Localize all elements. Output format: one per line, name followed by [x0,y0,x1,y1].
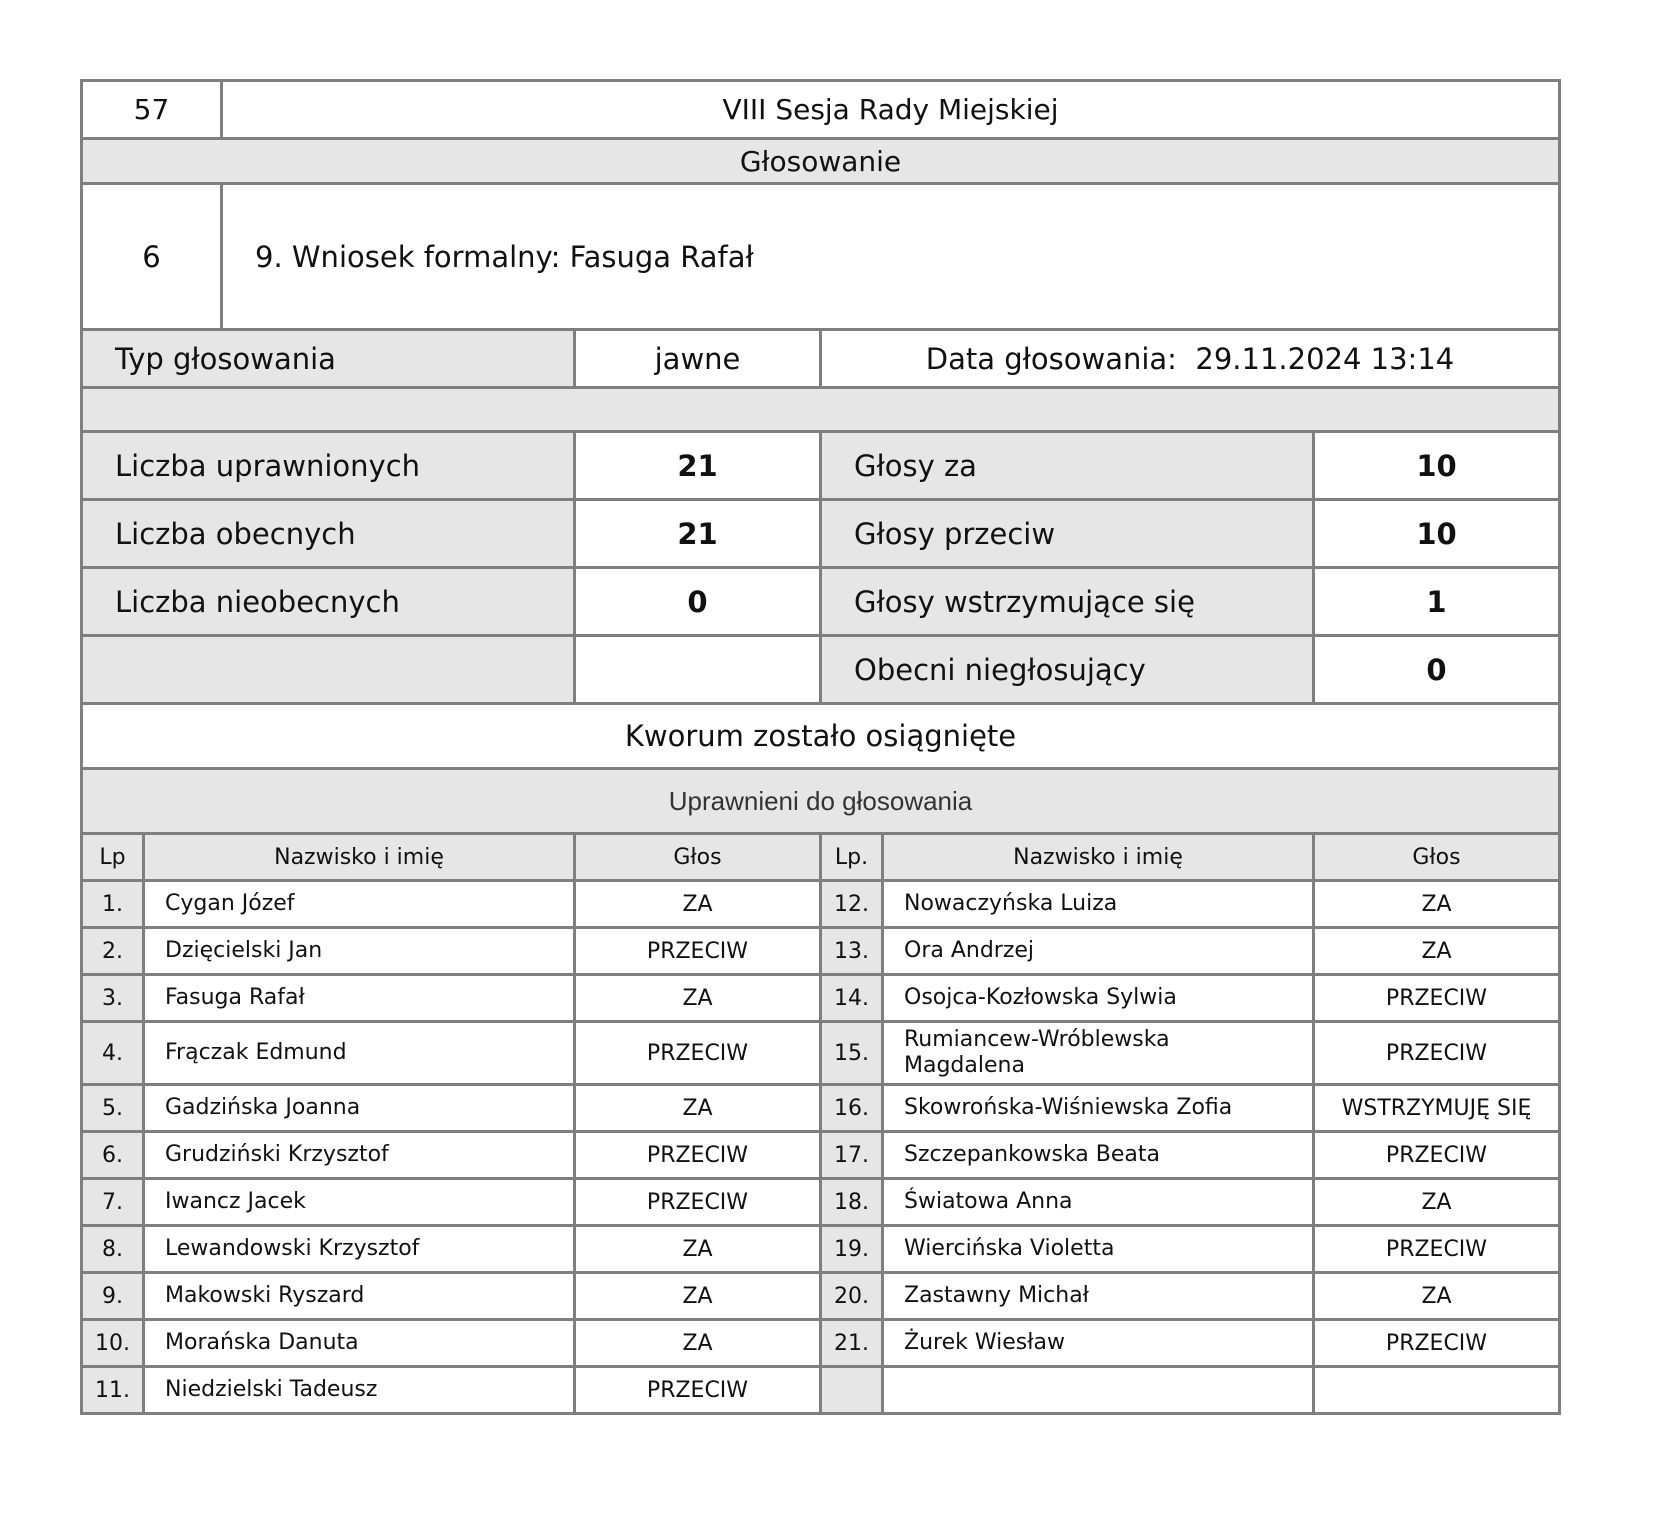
voting-type-label: Typ głosowania [82,330,575,388]
member-name: Frączak Edmund [144,1022,575,1085]
member-name: Fasuga Rafał [144,975,575,1022]
item-title: 9. Wniosek formalny: Fasuga Rafał [222,184,1560,330]
member-vote: ZA [575,975,821,1022]
member-name: Nowaczyńska Luiza [883,881,1314,928]
member-vote: PRZECIW [575,1367,821,1414]
row-number: 12. [821,881,883,928]
row-number [821,1367,883,1414]
row-number: 20. [821,1273,883,1320]
col-lp-left: Lp [82,834,144,881]
member-vote: PRZECIW [575,1132,821,1179]
table-row [82,1179,1560,1226]
row-number: 2. [82,928,144,975]
member-name [883,1367,1314,1414]
table-row [82,1022,1560,1085]
votes-for-label: Głosy za [821,432,1314,500]
member-name: Lewandowski Krzysztof [144,1226,575,1273]
table-row [82,1226,1560,1273]
member-vote: PRZECIW [575,1179,821,1226]
row-number: 1. [82,881,144,928]
member-name: Osojca-Kozłowska Sylwia [883,975,1314,1022]
member-vote: WSTRZYMUJĘ SIĘ [1314,1085,1560,1132]
member-name: Wiercińska Violetta [883,1226,1314,1273]
member-name: Gadzińska Joanna [144,1085,575,1132]
row-number: 4. [82,1022,144,1085]
member-vote: ZA [1314,1179,1560,1226]
member-name: Skowrońska-Wiśniewska Zofia [883,1085,1314,1132]
spacer-row [82,388,1560,432]
member-vote: PRZECIW [1314,975,1560,1022]
row-number: 11. [82,1367,144,1414]
col-vote-right: Głos [1314,834,1560,881]
voting-info-table [80,328,1561,835]
member-vote: ZA [575,881,821,928]
row-number: 7. [82,1179,144,1226]
member-name: Zastawny Michał [883,1273,1314,1320]
table-row [82,881,1560,928]
member-vote [1314,1367,1560,1414]
member-name: Dzięcielski Jan [144,928,575,975]
member-name: Szczepankowska Beata [883,1132,1314,1179]
votes-against-label: Głosy przeciw [821,500,1314,568]
member-vote: ZA [1314,881,1560,928]
member-name: Makowski Ryszard [144,1273,575,1320]
row-number: 9. [82,1273,144,1320]
votes-for-value: 10 [1314,432,1560,500]
member-name: Żurek Wiesław [883,1320,1314,1367]
table-row [82,1273,1560,1320]
member-name: Grudziński Krzysztof [144,1132,575,1179]
table-row [82,1320,1560,1367]
col-name-left: Nazwisko i imię [144,834,575,881]
row-number: 14. [821,975,883,1022]
row-number: 16. [821,1085,883,1132]
table-row [82,1132,1560,1179]
quorum-status: Kworum zostało osiągnięte [82,704,1560,769]
eligible-voters-title: Uprawnieni do głosowania [82,769,1560,834]
voting-date-value: 29.11.2024 13:14 [1195,341,1455,376]
member-name: Światowa Anna [883,1179,1314,1226]
voting-protocol [80,79,1561,1415]
member-name: Morańska Danuta [144,1320,575,1367]
row-number: 19. [821,1226,883,1273]
present-value: 21 [575,500,821,568]
absent-label: Liczba nieobecnych [82,568,575,636]
member-vote: PRZECIW [1314,1022,1560,1085]
member-name: Iwancz Jacek [144,1179,575,1226]
votes-table [80,832,1561,1415]
empty-value-cell [575,636,821,704]
eligible-label: Liczba uprawnionych [82,432,575,500]
col-vote-left: Głos [575,834,821,881]
member-vote: ZA [575,1085,821,1132]
session-number: 57 [82,81,222,139]
voting-date-label: Data głosowania: [925,341,1177,376]
voting-date [821,330,1560,388]
row-number: 15. [821,1022,883,1085]
eligible-value: 21 [575,432,821,500]
col-name-right: Nazwisko i imię [883,834,1314,881]
table-row [82,1085,1560,1132]
member-name: Ora Andrzej [883,928,1314,975]
member-vote: ZA [1314,1273,1560,1320]
row-number: 8. [82,1226,144,1273]
item-number: 6 [82,184,222,330]
table-row [82,928,1560,975]
row-number: 21. [821,1320,883,1367]
row-number: 18. [821,1179,883,1226]
member-name: Cygan Józef [144,881,575,928]
row-number: 17. [821,1132,883,1179]
member-vote: ZA [575,1320,821,1367]
member-name: Rumiancew-Wróblewska Magdalena [883,1022,1314,1085]
absent-value: 0 [575,568,821,636]
member-vote: PRZECIW [575,928,821,975]
votes-against-value: 10 [1314,500,1560,568]
row-number: 3. [82,975,144,1022]
non-voting-label: Obecni niegłosujący [821,636,1314,704]
non-voting-value: 0 [1314,636,1560,704]
empty-label-cell [82,636,575,704]
member-vote: ZA [575,1226,821,1273]
member-vote: PRZECIW [1314,1132,1560,1179]
voting-type-value: jawne [575,330,821,388]
header-table [80,79,1561,331]
votes-abstain-value: 1 [1314,568,1560,636]
votes-abstain-label: Głosy wstrzymujące się [821,568,1314,636]
table-row [82,975,1560,1022]
member-vote: ZA [575,1273,821,1320]
member-name: Niedzielski Tadeusz [144,1367,575,1414]
member-vote: PRZECIW [1314,1226,1560,1273]
section-title: Głosowanie [82,139,1560,184]
session-title: VIII Sesja Rady Miejskiej [222,81,1560,139]
row-number: 6. [82,1132,144,1179]
table-row [82,1367,1560,1414]
row-number: 10. [82,1320,144,1367]
row-number: 5. [82,1085,144,1132]
col-lp-right: Lp. [821,834,883,881]
row-number: 13. [821,928,883,975]
member-vote: PRZECIW [575,1022,821,1085]
present-label: Liczba obecnych [82,500,575,568]
member-vote: ZA [1314,928,1560,975]
member-vote: PRZECIW [1314,1320,1560,1367]
